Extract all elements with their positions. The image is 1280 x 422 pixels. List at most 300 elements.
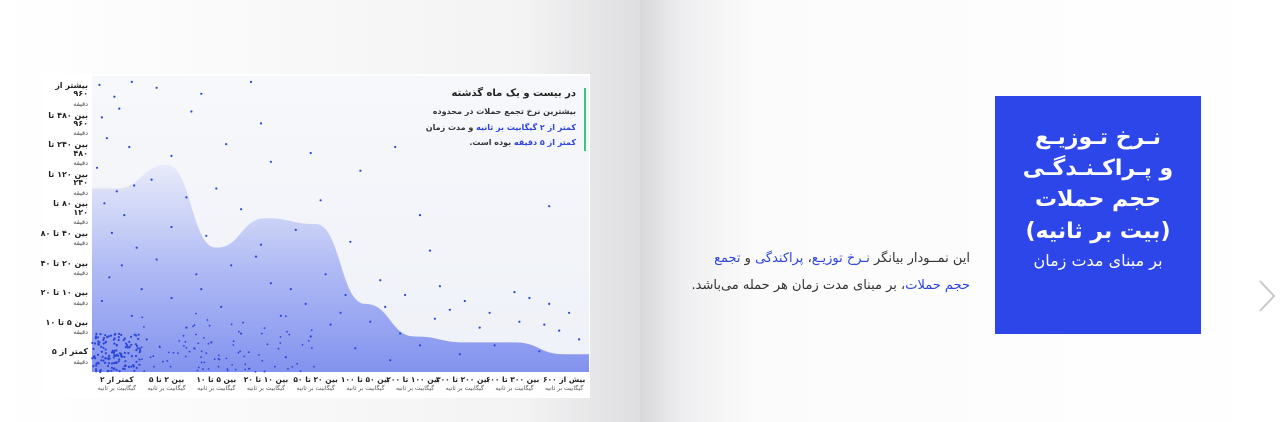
cluster-point	[136, 367, 138, 369]
data-point	[111, 232, 113, 234]
x-tick-label	[142, 376, 192, 392]
cluster-point	[139, 351, 141, 353]
cluster-point	[280, 336, 282, 338]
data-point	[205, 235, 207, 237]
data-point	[225, 143, 227, 145]
data-point	[195, 273, 197, 275]
x-tick-unit: گیگابیت بر ثانیه	[495, 384, 534, 392]
cluster-point	[195, 313, 197, 315]
annotation-line-2-rest: و مدت زمان	[425, 122, 477, 132]
cluster-point	[124, 352, 126, 354]
data-point	[320, 199, 322, 201]
cluster-point	[183, 335, 185, 337]
cluster-point	[100, 359, 102, 361]
y-tick-label	[40, 319, 88, 336]
y-tick-label	[40, 230, 88, 247]
y-axis-labels	[42, 74, 92, 374]
data-point	[419, 214, 421, 216]
cluster-point	[130, 366, 132, 368]
cluster-point	[105, 352, 107, 354]
data-point	[305, 303, 307, 305]
x-tick-label	[291, 376, 341, 392]
y-tick-unit: دقیقه	[73, 239, 88, 248]
cluster-point	[287, 368, 289, 370]
density-cloud	[92, 165, 589, 372]
data-point	[528, 297, 530, 299]
x-tick-unit: گیگابیت بر ثانیه	[296, 384, 335, 392]
paragraph-highlight-volume: تجمع حجم حملات	[714, 251, 970, 293]
cluster-point	[226, 358, 228, 360]
cluster-point	[114, 350, 116, 352]
x-tick-range: بین ۲۰۰ تا ۳۰۰	[436, 375, 490, 384]
cluster-point	[311, 329, 313, 331]
data-point	[250, 81, 252, 83]
cluster-point	[121, 356, 123, 358]
y-tick-unit: دقیقه	[73, 188, 88, 197]
data-point	[220, 306, 222, 308]
data-point	[230, 264, 232, 266]
paragraph-text-2: ،	[803, 251, 812, 266]
cluster-point	[137, 347, 139, 349]
annotation-line-1: بیشترین نرخ تجمع حملات در محدوده	[432, 107, 576, 116]
cluster-point	[141, 317, 143, 319]
description-paragraph	[686, 246, 970, 299]
cluster-point	[233, 344, 235, 346]
x-tick-range: کمتر از ۲	[99, 375, 134, 384]
cluster-point	[159, 346, 161, 348]
data-point	[349, 241, 351, 243]
cluster-point	[95, 337, 97, 339]
cluster-point	[104, 334, 106, 336]
data-point	[558, 330, 560, 332]
data-point	[379, 279, 381, 281]
data-point	[419, 344, 421, 346]
cluster-point	[124, 360, 126, 362]
data-point	[146, 338, 148, 340]
x-tick-range: بین ۳۰۰ تا ۶۰۰	[485, 375, 540, 384]
data-point	[290, 288, 292, 290]
title-line-4: (بیت بر ثانیه)	[1025, 218, 1171, 244]
scatter-chart	[42, 74, 590, 398]
cluster-point	[130, 344, 132, 346]
cluster-point	[118, 339, 120, 341]
data-point	[156, 87, 158, 89]
cluster-point	[248, 351, 250, 353]
cluster-point	[105, 357, 107, 359]
data-point	[434, 318, 436, 320]
paragraph-text-1: این نمــودار بیانگر	[869, 251, 970, 266]
annotation-title: در بیست و یک ماه گذشته	[451, 88, 576, 99]
cluster-point	[114, 333, 116, 335]
cluster-point	[201, 350, 203, 352]
data-point	[518, 321, 520, 323]
data-point	[240, 208, 242, 210]
cluster-point	[143, 370, 145, 372]
chevron-right-icon[interactable]	[1255, 278, 1279, 314]
cluster-point	[113, 356, 115, 358]
cluster-point	[138, 334, 140, 336]
cluster-point	[104, 362, 106, 364]
cluster-point	[128, 366, 130, 368]
cluster-point	[197, 343, 199, 345]
data-point	[568, 312, 570, 314]
data-point	[106, 137, 108, 139]
data-point	[339, 312, 341, 314]
cluster-point	[202, 368, 204, 370]
cluster-point	[177, 352, 179, 354]
cluster-point	[138, 358, 140, 360]
x-tick-range: بین ۲ تا ۵	[148, 375, 185, 384]
cluster-point	[120, 334, 122, 336]
cluster-point	[205, 352, 207, 354]
cluster-point	[98, 344, 100, 346]
cluster-point	[114, 337, 116, 339]
data-point	[185, 327, 187, 329]
data-point	[128, 146, 130, 148]
cluster-point	[141, 346, 143, 348]
cluster-point	[122, 368, 124, 370]
cluster-point	[137, 338, 139, 340]
cluster-point	[100, 346, 102, 348]
cluster-point	[152, 355, 154, 357]
cluster-point	[150, 356, 152, 358]
cluster-point	[238, 331, 240, 333]
cluster-point	[139, 348, 141, 350]
data-point	[494, 344, 496, 346]
cluster-point	[235, 369, 237, 371]
y-tick-range: بین ۲۰ تا ۴۰	[40, 258, 88, 268]
y-tick-unit: دقیقه	[73, 328, 88, 337]
chart-annotation	[376, 88, 586, 151]
cluster-point	[231, 364, 233, 366]
y-tick-label	[40, 112, 88, 138]
cluster-point	[193, 347, 195, 349]
cluster-point	[208, 343, 210, 345]
data-point	[98, 84, 100, 86]
cluster-point	[118, 358, 120, 360]
cluster-point	[279, 342, 281, 344]
data-point	[489, 312, 491, 314]
cluster-point	[243, 356, 245, 358]
cluster-point	[107, 370, 109, 372]
cluster-point	[135, 349, 137, 351]
cluster-point	[263, 371, 265, 373]
y-tick-label	[40, 260, 88, 277]
cluster-point	[302, 344, 304, 346]
data-point	[210, 341, 212, 343]
data-point	[101, 116, 103, 118]
cluster-point	[118, 333, 120, 335]
cluster-point	[108, 362, 110, 364]
cluster-point	[153, 366, 155, 368]
cluster-point	[102, 360, 104, 362]
y-tick-label	[40, 171, 88, 197]
data-point	[439, 285, 441, 287]
cluster-point	[110, 335, 112, 337]
y-tick-range: بیشتر از ۹۶۰	[55, 81, 88, 99]
cluster-point	[218, 355, 220, 357]
data-point	[459, 353, 461, 355]
cluster-point	[168, 352, 170, 354]
cluster-point	[105, 348, 107, 350]
cluster-point	[102, 347, 104, 349]
y-tick-range: کمتر از ۵	[51, 347, 88, 357]
x-tick-range: بین ۵۰ تا ۱۰۰	[340, 375, 390, 384]
data-point	[578, 338, 580, 340]
x-tick-range: بین ۱۰ تا ۲۰	[243, 375, 289, 384]
cluster-point	[102, 356, 104, 358]
cluster-point	[102, 339, 104, 341]
y-tick-label	[40, 289, 88, 306]
cluster-point	[120, 353, 122, 355]
cluster-point	[286, 331, 288, 333]
cluster-point	[261, 360, 263, 362]
cluster-point	[115, 361, 117, 363]
cluster-point	[178, 340, 180, 342]
cluster-point	[258, 354, 260, 356]
y-tick-unit: دقیقه	[73, 298, 88, 307]
paragraph-text-3: و	[740, 251, 756, 266]
cluster-point	[119, 370, 121, 372]
data-point	[270, 161, 272, 163]
cluster-point	[186, 347, 188, 349]
cluster-point	[98, 362, 100, 364]
x-tick-label	[341, 376, 391, 392]
cluster-point	[113, 343, 115, 345]
cluster-point	[189, 351, 191, 353]
cluster-point	[95, 363, 97, 365]
data-point	[344, 294, 346, 296]
data-point	[118, 108, 120, 110]
annotation-line-3-rest: بوده است.	[469, 138, 514, 148]
cluster-point	[200, 356, 202, 358]
title-box	[995, 96, 1201, 334]
data-point	[280, 315, 282, 317]
cluster-point	[118, 336, 120, 338]
data-point	[399, 332, 401, 334]
cluster-point	[192, 326, 194, 328]
cluster-point	[97, 340, 99, 342]
cluster-point	[244, 363, 246, 365]
cluster-point	[209, 325, 211, 327]
data-point	[131, 81, 133, 83]
cluster-point	[99, 333, 101, 335]
data-point	[260, 244, 262, 246]
cluster-point	[185, 341, 187, 343]
cluster-point	[127, 352, 129, 354]
cluster-point	[239, 350, 241, 352]
cluster-point	[135, 361, 137, 363]
paragraph-highlight-distribution: نـرخ توزیـع	[811, 251, 870, 266]
data-point	[270, 282, 272, 284]
x-tick-label	[436, 375, 490, 392]
data-point	[543, 324, 545, 326]
x-tick-unit: گیگابیت بر ثانیه	[445, 384, 484, 392]
data-point	[170, 297, 172, 299]
y-tick-range: بین ۸۰ تا ۱۲۰	[53, 199, 88, 217]
cluster-point	[308, 340, 310, 342]
cluster-point	[162, 361, 164, 363]
data-point	[101, 300, 103, 302]
cluster-point	[170, 366, 172, 368]
x-tick-unit: گیگابیت بر ثانیه	[97, 384, 136, 392]
cluster-point	[242, 322, 244, 324]
data-point	[404, 294, 406, 296]
y-tick-range: بین ۱۲۰ تا ۲۴۰	[48, 169, 88, 188]
cluster-point	[133, 370, 135, 372]
cluster-point	[244, 369, 246, 371]
data-point	[449, 309, 451, 311]
cluster-point	[166, 360, 168, 362]
cluster-point	[218, 358, 220, 360]
x-tick-unit: گیگابیت بر ثانیه	[545, 384, 584, 392]
y-tick-unit: دقیقه	[73, 268, 88, 277]
data-point	[260, 122, 262, 124]
title-line-2: و پـراکـنـدگـی	[1022, 156, 1174, 182]
cluster-point	[218, 366, 220, 368]
data-point	[285, 356, 287, 358]
cluster-point	[197, 370, 199, 372]
data-point	[548, 303, 550, 305]
cluster-point	[183, 345, 185, 347]
cluster-point	[201, 362, 203, 364]
cluster-point	[311, 347, 313, 349]
cluster-point	[138, 364, 140, 366]
y-tick-unit: دقیقه	[73, 218, 88, 227]
data-point	[116, 344, 118, 346]
cluster-point	[132, 364, 134, 366]
y-tick-range: بین ۵ تا ۱۰	[45, 317, 88, 327]
data-point	[156, 258, 158, 260]
cluster-point	[227, 370, 229, 372]
cluster-point	[194, 324, 196, 326]
data-point	[538, 350, 540, 352]
cluster-point	[116, 369, 118, 371]
cluster-point	[97, 354, 99, 356]
y-tick-label	[40, 82, 88, 108]
data-point	[389, 359, 391, 361]
x-tick-unit: گیگابیت بر ثانیه	[395, 384, 435, 392]
y-tick-unit: دقیقه	[73, 129, 88, 138]
data-point	[113, 96, 115, 98]
y-tick-range: بین ۴۰ تا ۸۰	[40, 229, 88, 238]
data-point	[190, 110, 192, 112]
annotation-highlight-rate: کمتر از ۲ گیگابیت بر ثانیه	[476, 122, 576, 132]
cluster-point	[111, 351, 113, 353]
y-tick-range: بین ۴۸۰ تا ۹۶۰	[48, 110, 88, 128]
cluster-point	[173, 352, 175, 354]
cluster-point	[103, 337, 105, 339]
cluster-point	[111, 362, 113, 364]
x-tick-label	[386, 375, 440, 392]
x-tick-unit: گیگابیت بر ثانیه	[147, 384, 186, 392]
cluster-point	[127, 346, 129, 348]
cluster-point	[204, 362, 206, 364]
cluster-point	[106, 336, 108, 338]
data-point	[200, 288, 202, 290]
x-tick-unit: گیگابیت بر ثانیه	[346, 384, 385, 392]
data-point	[170, 226, 172, 228]
data-point	[151, 179, 153, 181]
data-point	[96, 167, 98, 169]
x-tick-range: بین ۱۰۰ تا ۲۰۰	[386, 375, 440, 384]
y-tick-label	[40, 200, 88, 226]
cluster-point	[101, 351, 103, 353]
cluster-point	[135, 355, 137, 357]
data-point	[116, 190, 118, 192]
cluster-point	[195, 334, 197, 336]
x-tick-range: بین ۲۰ تا ۵۰	[293, 375, 338, 384]
data-point	[295, 229, 297, 231]
cluster-point	[118, 360, 120, 362]
cluster-point	[111, 367, 113, 369]
cluster-point	[264, 327, 266, 329]
x-tick-label	[539, 376, 589, 392]
cluster-point	[126, 344, 128, 346]
cluster-point	[110, 370, 112, 372]
cluster-point	[97, 336, 99, 338]
cluster-point	[92, 365, 94, 367]
paragraph-highlight-dispersion: پراکندگی	[755, 251, 804, 266]
cluster-point	[278, 348, 280, 350]
cluster-point	[185, 356, 187, 358]
cluster-point	[214, 358, 216, 360]
cluster-point	[94, 342, 96, 344]
data-point	[479, 327, 481, 329]
title-line-1: نـرخ تـوزیـع	[1034, 125, 1162, 150]
y-tick-label	[40, 141, 88, 167]
data-point	[359, 170, 361, 172]
data-point	[325, 273, 327, 275]
cluster-point	[135, 334, 137, 336]
data-point	[310, 335, 312, 337]
data-point	[429, 250, 431, 252]
paragraph-text-4: ، بر مبنای مدت زمان هر حمله می‌باشد.	[691, 277, 906, 293]
y-tick-unit: دقیقه	[73, 357, 88, 366]
x-tick-label	[485, 375, 540, 392]
data-point	[133, 184, 135, 186]
data-point	[185, 196, 187, 198]
cluster-point	[288, 334, 290, 336]
cluster-point	[274, 366, 276, 368]
cluster-point	[248, 368, 250, 370]
y-tick-range: بین ۲۴۰ تا ۴۸۰	[48, 140, 88, 158]
cluster-point	[233, 340, 235, 342]
cluster-point	[238, 352, 240, 354]
cluster-point	[95, 368, 97, 370]
data-point	[121, 264, 123, 266]
data-point	[103, 202, 105, 204]
annotation-highlight-duration: کمتر از ۵ دقیقه	[513, 138, 576, 148]
cluster-point	[116, 354, 118, 356]
data-point	[513, 291, 515, 293]
annotation-line-3	[376, 135, 576, 151]
cluster-point	[95, 333, 97, 335]
cluster-point	[198, 367, 200, 369]
data-point	[170, 155, 172, 157]
cluster-point	[203, 337, 205, 339]
data-point	[136, 247, 138, 249]
y-tick-label	[40, 348, 88, 365]
cluster-point	[125, 364, 127, 366]
data-point	[108, 276, 110, 278]
cluster-point	[128, 341, 130, 343]
x-tick-label	[191, 376, 241, 392]
data-point	[354, 347, 356, 349]
cluster-point	[285, 315, 287, 317]
cluster-point	[291, 366, 293, 368]
x-tick-range: بین ۵ تا ۱۰	[196, 375, 237, 384]
